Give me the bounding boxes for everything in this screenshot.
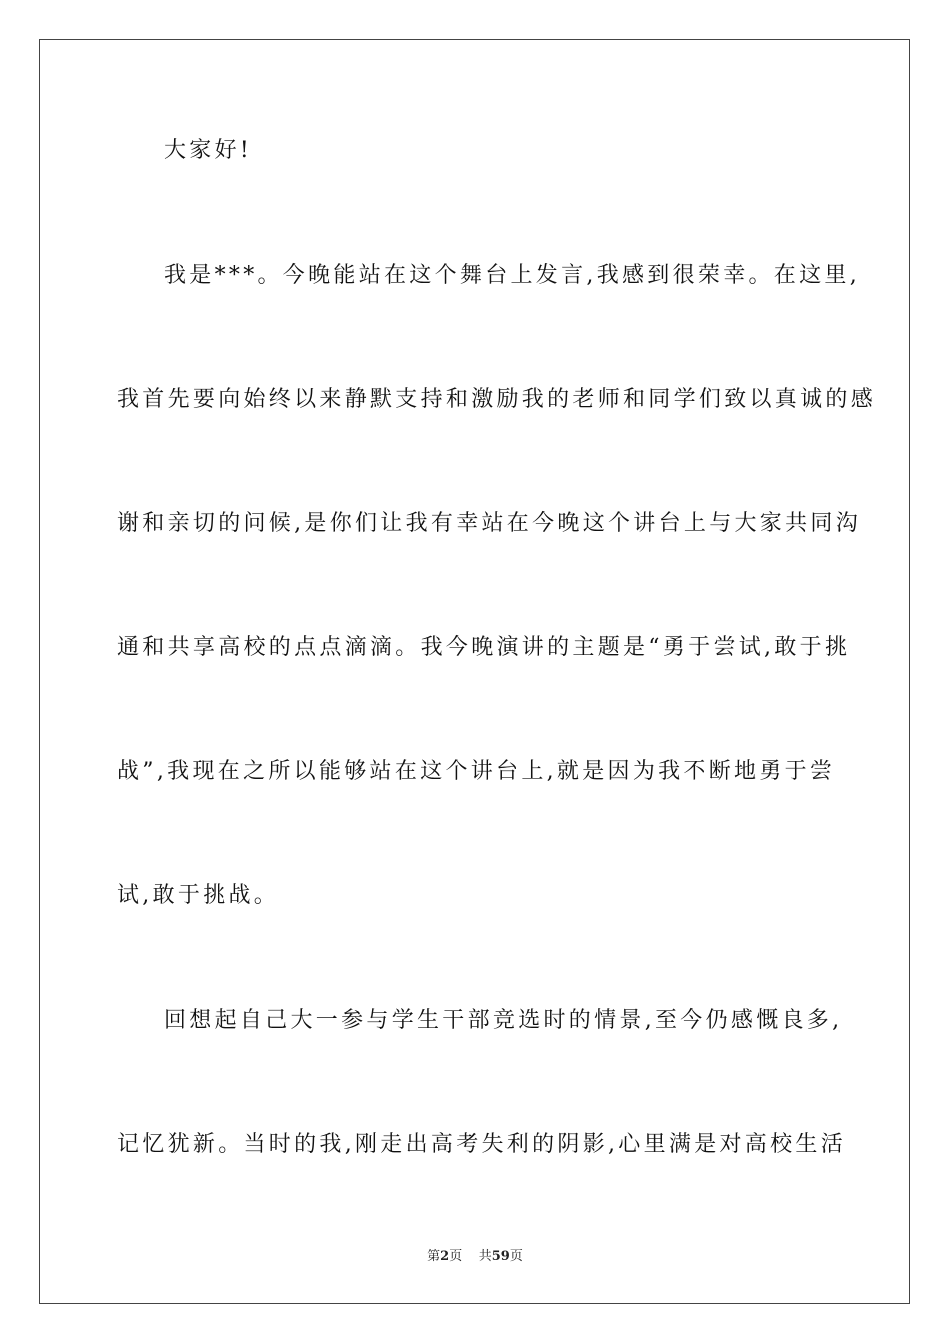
page-footer [0, 1248, 950, 1266]
paragraph-line-7: 回想起自己大一参与学生干部竞选时的情景,至今仍感慨良多, [164, 1008, 843, 1033]
paragraph-line-2: 我首先要向始终以来静默支持和激励我的老师和同学们致以真诚的感 [117, 387, 877, 412]
paragraph-line-6: 试,敢于挑战。 [117, 883, 280, 908]
paragraph-line-5: 战”,我现在之所以能够站在这个讲台上,就是因为我不断地勇于尝 [117, 759, 836, 784]
total-prefix: 共 [478, 1249, 492, 1264]
paragraph-line-4: 通和共享高校的点点滴滴。我今晚演讲的主题是“勇于尝试,敢于挑 [117, 635, 851, 660]
paragraph-line-1: 我是***。今晚能站在这个舞台上发言,我感到很荣幸。在这里, [164, 263, 860, 288]
page-border [39, 39, 910, 1304]
paragraph-line-3: 谢和亲切的问候,是你们让我有幸站在今晚这个讲台上与大家共同沟 [117, 511, 861, 536]
page-number: 2 [440, 1249, 450, 1264]
total-pages: 59 [491, 1249, 510, 1264]
paragraph-line-8: 记忆犹新。当时的我,刚走出高考失利的阴影,心里满是对高校生活 [117, 1132, 846, 1157]
page-prefix: 第 [427, 1249, 441, 1264]
total-suffix: 页 [509, 1249, 523, 1264]
page-suffix: 页 [449, 1249, 463, 1264]
paragraph-greeting: 大家好! [164, 138, 253, 163]
